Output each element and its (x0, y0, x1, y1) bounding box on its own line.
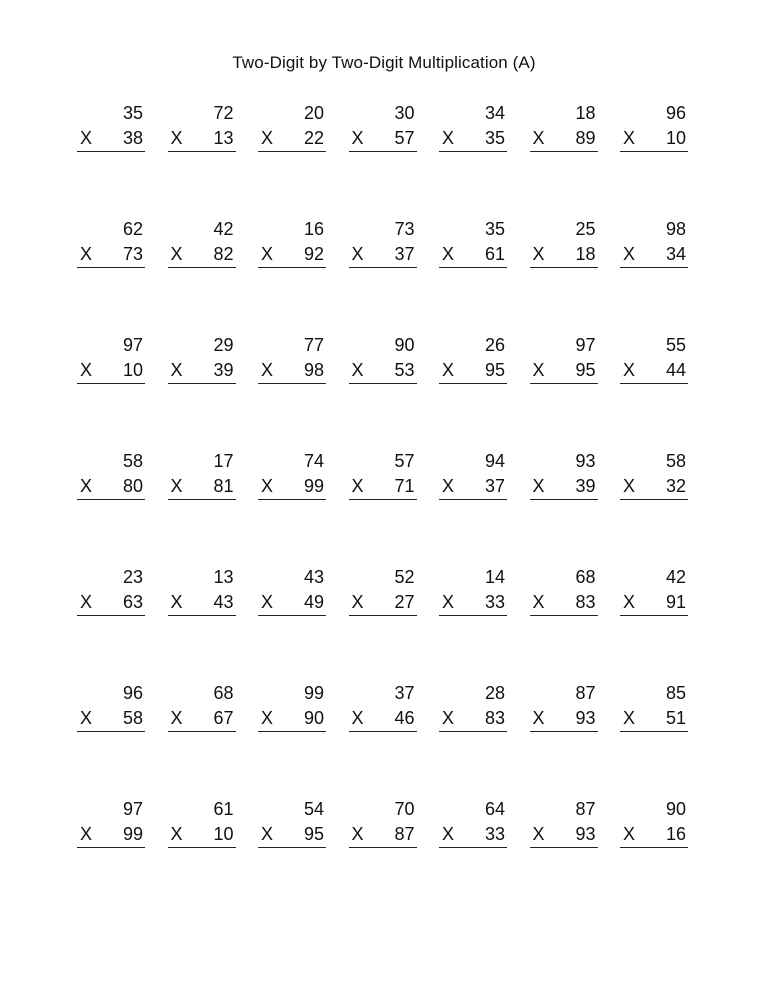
answer-line (77, 151, 145, 152)
answer-line (530, 151, 598, 152)
times-sign: X (351, 128, 364, 148)
times-sign: X (261, 360, 274, 380)
multiplication-problem (439, 335, 507, 384)
answer-line (530, 847, 598, 848)
multiplicand: 90 (665, 799, 686, 819)
multiplication-problem (620, 219, 688, 268)
multiplier: 49 (303, 592, 324, 612)
multiplicand: 23 (122, 567, 143, 587)
multiplication-problem (620, 335, 688, 384)
times-sign: X (261, 476, 274, 496)
multiplicand: 55 (665, 335, 686, 355)
multiplicand: 74 (303, 451, 324, 471)
answer-line (439, 615, 507, 616)
multiplicand: 64 (484, 799, 505, 819)
multiplication-problem (439, 683, 507, 732)
times-sign: X (442, 244, 455, 264)
multiplicand: 72 (213, 103, 234, 123)
multiplier: 37 (484, 476, 505, 496)
multiplicand: 70 (394, 799, 415, 819)
answer-line (168, 383, 236, 384)
answer-line (77, 499, 145, 500)
multiplier: 98 (303, 360, 324, 380)
multiplier: 32 (665, 476, 686, 496)
multiplication-problem (77, 335, 145, 384)
answer-line (258, 267, 326, 268)
times-sign: X (261, 244, 274, 264)
multiplicand: 96 (122, 683, 143, 703)
multiplicand: 68 (213, 683, 234, 703)
multiplicand: 35 (122, 103, 143, 123)
multiplication-problem (168, 451, 236, 500)
multiplier: 89 (575, 128, 596, 148)
multiplicand: 26 (484, 335, 505, 355)
multiplier: 80 (122, 476, 143, 496)
times-sign: X (80, 592, 93, 612)
times-sign: X (442, 592, 455, 612)
multiplier: 95 (575, 360, 596, 380)
multiplication-problem (258, 567, 326, 616)
multiplicand: 87 (575, 683, 596, 703)
multiplication-problem (620, 799, 688, 848)
answer-line (620, 499, 688, 500)
multiplication-problem (258, 451, 326, 500)
multiplication-problem (168, 219, 236, 268)
multiplicand: 37 (394, 683, 415, 703)
multiplier: 35 (484, 128, 505, 148)
multiplier: 87 (394, 824, 415, 844)
times-sign: X (351, 708, 364, 728)
answer-line (258, 151, 326, 152)
multiplication-problem (530, 219, 598, 268)
multiplication-problem (258, 103, 326, 152)
multiplier: 43 (213, 592, 234, 612)
multiplier: 33 (484, 592, 505, 612)
times-sign: X (623, 592, 636, 612)
multiplier: 10 (213, 824, 234, 844)
multiplicand: 58 (122, 451, 143, 471)
answer-line (439, 847, 507, 848)
times-sign: X (170, 128, 183, 148)
answer-line (439, 731, 507, 732)
answer-line (77, 383, 145, 384)
answer-line (620, 267, 688, 268)
multiplier: 16 (665, 824, 686, 844)
times-sign: X (623, 360, 636, 380)
multiplicand: 85 (665, 683, 686, 703)
answer-line (530, 499, 598, 500)
multiplier: 38 (122, 128, 143, 148)
multiplication-problem (168, 335, 236, 384)
answer-line (77, 731, 145, 732)
times-sign: X (261, 708, 274, 728)
multiplier: 10 (665, 128, 686, 148)
answer-line (620, 151, 688, 152)
multiplier: 39 (575, 476, 596, 496)
multiplicand: 61 (213, 799, 234, 819)
multiplier: 93 (575, 824, 596, 844)
times-sign: X (623, 476, 636, 496)
multiplier: 67 (213, 708, 234, 728)
answer-line (620, 847, 688, 848)
answer-line (77, 615, 145, 616)
multiplicand: 17 (213, 451, 234, 471)
multiplier: 83 (484, 708, 505, 728)
multiplication-problem (530, 799, 598, 848)
multiplier: 82 (213, 244, 234, 264)
multiplicand: 35 (484, 219, 505, 239)
multiplicand: 13 (213, 567, 234, 587)
multiplicand: 68 (575, 567, 596, 587)
multiplication-problem (439, 219, 507, 268)
times-sign: X (532, 476, 545, 496)
answer-line (349, 499, 417, 500)
answer-line (439, 267, 507, 268)
multiplier: 46 (394, 708, 415, 728)
multiplicand: 98 (665, 219, 686, 239)
multiplier: 92 (303, 244, 324, 264)
times-sign: X (351, 476, 364, 496)
multiplication-problem (620, 103, 688, 152)
multiplicand: 99 (303, 683, 324, 703)
multiplier: 81 (213, 476, 234, 496)
answer-line (620, 615, 688, 616)
multiplicand: 18 (575, 103, 596, 123)
times-sign: X (532, 592, 545, 612)
answer-line (258, 499, 326, 500)
multiplier: 37 (394, 244, 415, 264)
multiplicand: 97 (122, 335, 143, 355)
multiplier: 53 (394, 360, 415, 380)
times-sign: X (170, 592, 183, 612)
multiplicand: 34 (484, 103, 505, 123)
multiplication-problem (77, 799, 145, 848)
multiplication-problem (439, 103, 507, 152)
problem-grid (77, 103, 690, 848)
times-sign: X (623, 824, 636, 844)
multiplication-problem (620, 683, 688, 732)
times-sign: X (442, 824, 455, 844)
multiplication-problem (77, 451, 145, 500)
times-sign: X (80, 708, 93, 728)
answer-line (439, 151, 507, 152)
multiplication-problem (530, 451, 598, 500)
multiplier: 57 (394, 128, 415, 148)
answer-line (349, 731, 417, 732)
times-sign: X (170, 360, 183, 380)
multiplier: 71 (394, 476, 415, 496)
multiplier: 10 (122, 360, 143, 380)
multiplier: 13 (213, 128, 234, 148)
times-sign: X (80, 128, 93, 148)
multiplicand: 90 (394, 335, 415, 355)
multiplier: 83 (575, 592, 596, 612)
answer-line (168, 615, 236, 616)
multiplier: 95 (303, 824, 324, 844)
times-sign: X (261, 824, 274, 844)
multiplicand: 87 (575, 799, 596, 819)
times-sign: X (261, 592, 274, 612)
times-sign: X (351, 360, 364, 380)
answer-line (530, 615, 598, 616)
multiplicand: 16 (303, 219, 324, 239)
multiplicand: 54 (303, 799, 324, 819)
multiplier: 90 (303, 708, 324, 728)
multiplier: 73 (122, 244, 143, 264)
answer-line (349, 847, 417, 848)
multiplier: 99 (303, 476, 324, 496)
multiplication-problem (349, 219, 417, 268)
answer-line (349, 267, 417, 268)
times-sign: X (80, 824, 93, 844)
multiplicand: 14 (484, 567, 505, 587)
times-sign: X (80, 476, 93, 496)
multiplicand: 94 (484, 451, 505, 471)
answer-line (349, 615, 417, 616)
multiplicand: 28 (484, 683, 505, 703)
multiplier: 95 (484, 360, 505, 380)
multiplication-problem (168, 799, 236, 848)
times-sign: X (442, 360, 455, 380)
answer-line (349, 383, 417, 384)
times-sign: X (532, 708, 545, 728)
answer-line (168, 731, 236, 732)
multiplicand: 42 (665, 567, 686, 587)
times-sign: X (442, 128, 455, 148)
times-sign: X (80, 360, 93, 380)
times-sign: X (351, 592, 364, 612)
multiplication-problem (77, 103, 145, 152)
multiplicand: 58 (665, 451, 686, 471)
times-sign: X (351, 824, 364, 844)
multiplication-problem (530, 683, 598, 732)
answer-line (439, 383, 507, 384)
multiplication-problem (258, 219, 326, 268)
worksheet-title: Two-Digit by Two-Digit Multiplication (A) (232, 53, 536, 72)
times-sign: X (442, 708, 455, 728)
multiplication-problem (439, 567, 507, 616)
times-sign: X (532, 128, 545, 148)
multiplier: 39 (213, 360, 234, 380)
multiplicand: 52 (394, 567, 415, 587)
answer-line (168, 847, 236, 848)
multiplier: 63 (122, 592, 143, 612)
multiplication-problem (530, 103, 598, 152)
multiplier: 61 (484, 244, 505, 264)
multiplier: 99 (122, 824, 143, 844)
multiplication-problem (168, 567, 236, 616)
answer-line (168, 151, 236, 152)
multiplication-problem (349, 683, 417, 732)
times-sign: X (261, 128, 274, 148)
answer-line (258, 847, 326, 848)
multiplier: 33 (484, 824, 505, 844)
answer-line (530, 383, 598, 384)
times-sign: X (623, 244, 636, 264)
multiplication-problem (258, 683, 326, 732)
answer-line (168, 267, 236, 268)
multiplicand: 30 (394, 103, 415, 123)
times-sign: X (170, 476, 183, 496)
times-sign: X (170, 244, 183, 264)
multiplier: 91 (665, 592, 686, 612)
times-sign: X (351, 244, 364, 264)
multiplication-problem (530, 567, 598, 616)
answer-line (258, 615, 326, 616)
times-sign: X (532, 824, 545, 844)
multiplicand: 57 (394, 451, 415, 471)
multiplier: 22 (303, 128, 324, 148)
multiplication-problem (530, 335, 598, 384)
multiplicand: 97 (122, 799, 143, 819)
times-sign: X (532, 360, 545, 380)
multiplicand: 97 (575, 335, 596, 355)
multiplier: 58 (122, 708, 143, 728)
multiplication-problem (349, 335, 417, 384)
answer-line (620, 383, 688, 384)
multiplicand: 43 (303, 567, 324, 587)
multiplication-problem (349, 799, 417, 848)
answer-line (439, 499, 507, 500)
multiplicand: 93 (575, 451, 596, 471)
times-sign: X (170, 708, 183, 728)
multiplication-problem (77, 219, 145, 268)
multiplier: 27 (394, 592, 415, 612)
multiplication-problem (258, 799, 326, 848)
multiplicand: 42 (213, 219, 234, 239)
multiplication-problem (620, 451, 688, 500)
multiplicand: 73 (394, 219, 415, 239)
answer-line (258, 383, 326, 384)
times-sign: X (442, 476, 455, 496)
multiplier: 34 (665, 244, 686, 264)
multiplication-problem (439, 451, 507, 500)
times-sign: X (170, 824, 183, 844)
multiplicand: 25 (575, 219, 596, 239)
multiplicand: 77 (303, 335, 324, 355)
multiplier: 51 (665, 708, 686, 728)
multiplicand: 29 (213, 335, 234, 355)
times-sign: X (532, 244, 545, 264)
answer-line (168, 499, 236, 500)
multiplicand: 62 (122, 219, 143, 239)
answer-line (258, 731, 326, 732)
answer-line (530, 267, 598, 268)
multiplicand: 20 (303, 103, 324, 123)
multiplication-problem (77, 683, 145, 732)
times-sign: X (623, 708, 636, 728)
multiplier: 44 (665, 360, 686, 380)
times-sign: X (80, 244, 93, 264)
answer-line (77, 847, 145, 848)
multiplication-problem (349, 567, 417, 616)
times-sign: X (623, 128, 636, 148)
multiplier: 93 (575, 708, 596, 728)
multiplication-problem (258, 335, 326, 384)
answer-line (620, 731, 688, 732)
multiplier: 18 (575, 244, 596, 264)
answer-line (349, 151, 417, 152)
multiplication-problem (439, 799, 507, 848)
multiplication-problem (168, 683, 236, 732)
multiplication-problem (620, 567, 688, 616)
answer-line (530, 731, 598, 732)
multiplication-problem (77, 567, 145, 616)
multiplicand: 96 (665, 103, 686, 123)
answer-line (77, 267, 145, 268)
multiplication-problem (349, 451, 417, 500)
multiplication-problem (168, 103, 236, 152)
multiplication-problem (349, 103, 417, 152)
